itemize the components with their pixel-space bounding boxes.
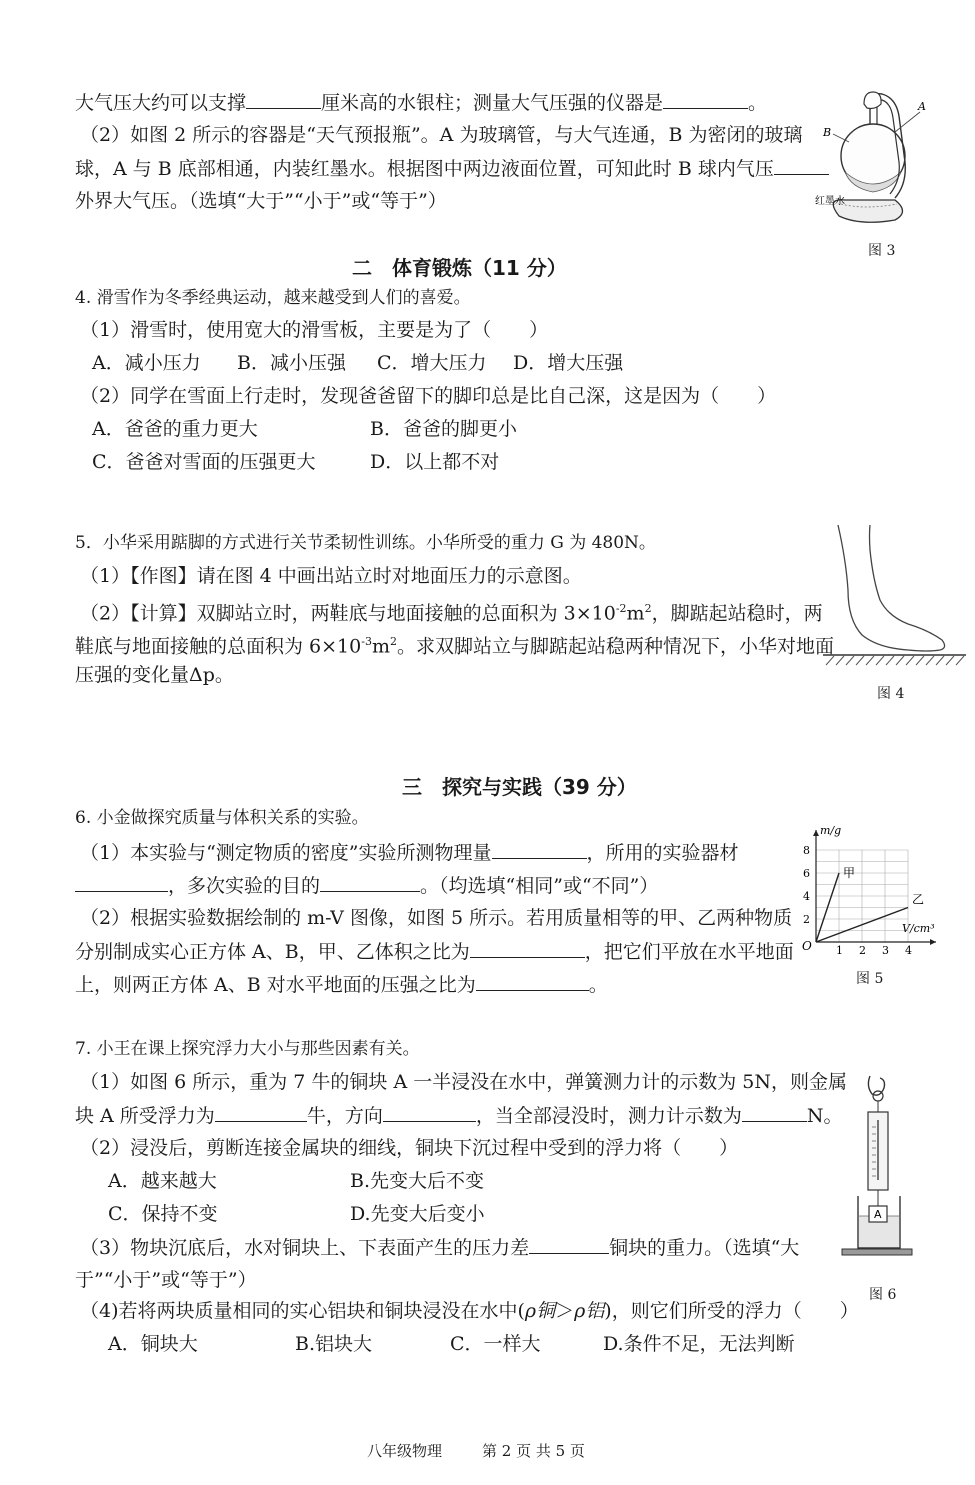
q5-text: （2）【计算】双脚站立时，两鞋底与地面接触的总面积为 3×10 — [80, 602, 616, 625]
q6-text: ，把它们平放在水平地面 — [584, 941, 794, 963]
q5-stem: 5．小华采用踮脚的方式进行关节柔韧性训练。小华所受的重力 G 为 480N。 — [75, 533, 656, 553]
q7-line-6 — [80, 1299, 859, 1323]
block-label: A — [874, 1208, 882, 1221]
answer-blank[interactable] — [742, 1103, 807, 1122]
option-d[interactable]: D．增大压强 — [513, 352, 624, 374]
x-tick-label: 2 — [859, 944, 866, 957]
figure-3-caption: 图 3 — [868, 243, 896, 259]
q6-text: 。 — [588, 974, 608, 996]
option-c[interactable]: C．一样大 — [450, 1333, 541, 1355]
option-b[interactable]: B．减小压强 — [237, 352, 346, 374]
exponent: -3 — [361, 635, 372, 648]
option-c[interactable]: C．保持不变 — [108, 1203, 218, 1225]
y-axis-arrow — [813, 830, 819, 836]
origin-label: O — [802, 939, 812, 953]
option-a[interactable]: A．爸爸的重力更大 — [92, 418, 258, 440]
q3-line-1 — [75, 90, 767, 115]
option-d[interactable]: D.先变大后变小 — [350, 1203, 485, 1225]
answer-blank[interactable] — [470, 939, 585, 958]
exponent: -2 — [615, 602, 627, 615]
answer-blank[interactable] — [383, 1103, 476, 1122]
option-b[interactable]: B．爸爸的脚更小 — [370, 418, 517, 440]
q6-text: ，所用的实验器材 — [586, 842, 739, 864]
q3-text: 厘米高的水银柱；测量大气压强的仪器是 — [321, 92, 664, 114]
q6-text: （1）本实验与“测定物质的密度”实验所测物理量 — [80, 842, 492, 864]
x-axis-label: V/cm³ — [902, 922, 935, 935]
q7-line-1: （1）如图 6 所示，重为 7 牛的铜块 A 一半浸没在水中，弹簧测力计的示数为 5N，则金属 — [80, 1071, 847, 1093]
footer-subject: 八年级物理 — [367, 1442, 443, 1460]
q7-line-4 — [80, 1235, 799, 1260]
q3-text: 。 — [748, 92, 768, 114]
q5-text: 。求双脚站立与脚踮起站稳两种情况下，小华对地面 — [396, 635, 834, 658]
q5-part-1: （1）【作图】请在图 4 中画出站立时对地面压力的示意图。 — [80, 565, 582, 587]
option-a[interactable]: A．越来越大 — [108, 1170, 217, 1192]
spring-scale-figure — [836, 1072, 916, 1264]
option-b[interactable]: B.铝块大 — [295, 1333, 373, 1355]
exponent: 2 — [644, 602, 652, 615]
q6-line-5 — [75, 972, 608, 997]
answer-blank[interactable] — [320, 873, 420, 892]
answer-blank[interactable] — [215, 1103, 307, 1122]
q7-text: （3）物块沉底后，水对铜块上、下表面产生的压力差 — [80, 1237, 530, 1259]
q7-stem: 7. 小王在课上探究浮力大小与那些因素有关。 — [75, 1039, 420, 1059]
q6-text: 上，则两正方体 A、B 对水平地面的压强之比为 — [75, 974, 476, 996]
q7-line-3: （2）浸没后，剪断连接金属块的细线，铜块下沉过程中受到的浮力将（ ） — [80, 1137, 739, 1159]
figure-4-caption: 图 4 — [877, 686, 905, 702]
option-a[interactable]: A．减小压力 — [92, 352, 201, 374]
x-tick-label: 3 — [882, 944, 889, 957]
x-tick-label: 4 — [905, 944, 912, 957]
rho-copper: ρ铜 — [524, 1300, 556, 1322]
q7-text: （4)若将两块质量相同的实心铝块和铜块浸没在水中( — [80, 1300, 525, 1322]
answer-blank[interactable] — [663, 90, 748, 109]
q7-line-5: 于”“小于”或“等于”） — [75, 1269, 257, 1291]
option-d[interactable]: D．以上都不对 — [370, 451, 500, 473]
label-a: A — [918, 100, 926, 113]
option-c[interactable]: C．爸爸对雪面的压强更大 — [92, 451, 316, 473]
unit: m — [626, 602, 645, 625]
q4-part-1: （1）滑雪时，使用宽大的滑雪板，主要是为了（ ） — [80, 319, 549, 341]
q4-stem: 4. 滑雪作为冬季经典运动，越来越受到人们的喜爱。 — [75, 288, 471, 308]
q4-part-2: （2）同学在雪面上行走时，发现爸爸留下的脚印总是比自己深，这是因为（ ） — [80, 385, 777, 407]
q7-text: )，则它们所受的浮力（ ） — [604, 1300, 859, 1322]
q6-text: 分别制成实心正方体 A、B，甲、乙体积之比为 — [75, 941, 470, 963]
series-yi-label: 乙 — [912, 892, 925, 907]
answer-blank[interactable] — [492, 840, 587, 859]
y-axis-label: m/g — [820, 824, 842, 837]
y-tick-label: 6 — [803, 867, 810, 880]
x-axis-arrow — [930, 939, 936, 945]
section-2-title: 二 体育锻炼（11 分） — [352, 256, 567, 280]
q7-text: N。 — [806, 1105, 843, 1127]
answer-blank[interactable] — [476, 972, 589, 991]
rho-aluminum: ρ铝 — [574, 1300, 605, 1322]
q5-part-2-line-2 — [75, 630, 834, 658]
figure-6-caption: 图 6 — [869, 1287, 897, 1303]
q3-text: 大气压大约可以支撑 — [75, 92, 247, 114]
q3-text: 球，A 与 B 底部相通，内装红墨水。根据图中两边液面位置，可知此时 B 球内气压 — [75, 158, 774, 180]
footer-page: 第 2 页 共 5 页 — [482, 1442, 585, 1460]
grid — [816, 850, 908, 942]
q6-line-1 — [80, 840, 739, 865]
exponent: 2 — [389, 635, 397, 648]
q7-text: 块 A 所受浮力为 — [75, 1105, 215, 1127]
q3-line-3 — [75, 156, 829, 181]
q6-line-3: （2）根据实验数据绘制的 m-V 图像，如图 5 所示。若用质量相等的甲、乙两种物质 — [80, 907, 793, 929]
q3-line-2: （2）如图 2 所示的容器是“天气预报瓶”。A 为玻璃管，与大气连通，B 为密闭的玻璃 — [80, 124, 803, 146]
figure-5-caption: 图 5 — [856, 971, 884, 987]
answer-blank[interactable] — [529, 1235, 609, 1254]
unit: m — [371, 635, 390, 658]
answer-blank[interactable] — [75, 873, 168, 892]
foot-figure[interactable] — [818, 520, 970, 670]
mv-graph — [796, 822, 946, 957]
q6-line-4 — [75, 939, 794, 964]
q7-text: 铜块的重力。（选填“大 — [609, 1237, 800, 1259]
q6-stem: 6. 小金做探究质量与体积关系的实验。 — [75, 808, 369, 828]
option-a[interactable]: A．铜块大 — [108, 1333, 198, 1355]
series-jia-label: 甲 — [843, 866, 856, 880]
y-tick-label: 4 — [803, 890, 810, 903]
q5-text: 鞋底与地面接触的总面积为 6×10 — [75, 635, 362, 658]
q3-line-4: 外界大气压。（选填“大于”“小于”或“等于”） — [75, 190, 447, 212]
label-red-ink: 红墨水 — [815, 196, 845, 207]
q7-text: ，当全部浸没时，测力计示数为 — [475, 1105, 742, 1127]
x-tick-label: 1 — [836, 944, 843, 957]
q7-text: 牛，方向 — [306, 1105, 383, 1127]
q5-text: ，脚踮起站稳时，两 — [651, 602, 823, 625]
q5-part-2-line-3: 压强的变化量Δp。 — [75, 664, 234, 686]
option-c[interactable]: C．增大压力 — [377, 352, 487, 374]
y-tick-label: 8 — [803, 844, 810, 857]
label-b: B — [823, 126, 832, 139]
option-b[interactable]: B.先变大后不变 — [350, 1170, 485, 1192]
weather-bottle-figure — [815, 88, 965, 228]
option-d[interactable]: D.条件不足，无法判断 — [603, 1333, 795, 1355]
q7-line-2 — [75, 1103, 842, 1128]
q6-line-2 — [75, 873, 658, 898]
answer-blank[interactable] — [246, 90, 321, 109]
q5-part-2-line-1 — [80, 597, 823, 625]
q6-text: ，多次实验的目的 — [168, 875, 321, 897]
greater-than: ＞ — [555, 1300, 575, 1322]
q6-text: 。（均选填“相同”或“不同”） — [420, 875, 659, 897]
y-tick-label: 2 — [803, 913, 810, 926]
section-3-title: 三 探究与实践（39 分） — [402, 775, 637, 799]
table-surface — [842, 1249, 912, 1255]
